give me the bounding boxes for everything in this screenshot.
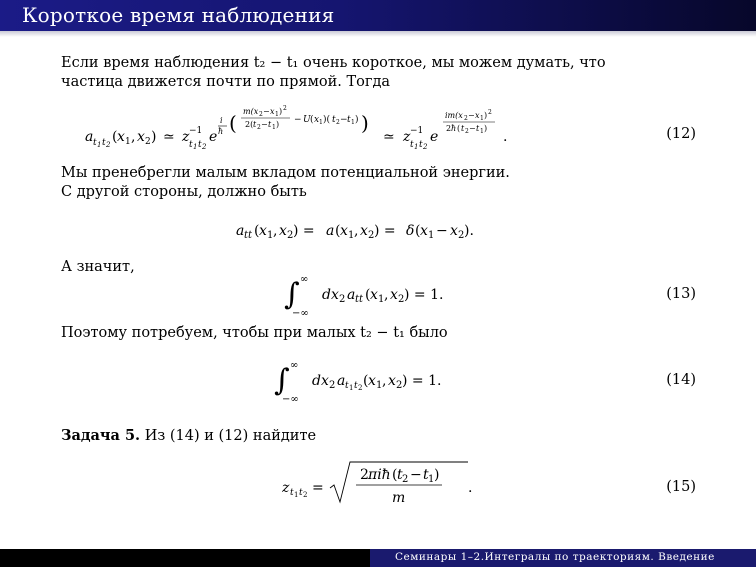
svg-text:t: t — [102, 138, 106, 148]
svg-text:2: 2 — [446, 124, 452, 133]
svg-text:1: 1 — [480, 115, 484, 122]
svg-text:1: 1 — [349, 384, 354, 392]
svg-text:x: x — [475, 111, 480, 120]
svg-text:U: U — [303, 115, 311, 125]
svg-text:2(: 2( — [245, 120, 254, 129]
svg-text:m(x: m(x — [243, 107, 259, 116]
svg-text:(: ( — [365, 287, 371, 303]
svg-text:(: ( — [363, 373, 369, 389]
svg-text:t: t — [198, 140, 202, 150]
svg-text:(: ( — [254, 223, 260, 239]
svg-text:1: 1 — [272, 124, 276, 131]
svg-text:2: 2 — [259, 111, 263, 118]
svg-text:(: ( — [392, 467, 398, 483]
svg-text:1: 1 — [319, 119, 323, 126]
svg-text:1: 1 — [275, 111, 279, 118]
svg-text:−: − — [469, 124, 476, 133]
task-5-label: Задача 5. — [61, 427, 141, 444]
svg-text:1: 1 — [351, 119, 355, 126]
svg-text:2: 2 — [465, 128, 469, 135]
svg-text:,: , — [354, 223, 359, 239]
svg-text:−: − — [410, 467, 422, 483]
svg-text:t: t — [423, 467, 429, 483]
paragraph-4: Поэтому потребуем, чтобы при малых t₂ − t₁ было — [61, 325, 448, 341]
svg-text:2: 2 — [339, 294, 346, 305]
svg-text:t: t — [461, 124, 465, 133]
svg-text:(: ( — [415, 223, 421, 239]
svg-text:) = 1.: ) = 1. — [404, 287, 444, 303]
svg-text:2: 2 — [360, 467, 369, 483]
paragraph-1-line-1: Если время наблюдения t₂ − t₁ очень короткое, мы можем думать, что — [61, 55, 606, 71]
svg-text:)(: )( — [323, 115, 331, 125]
svg-text:2: 2 — [257, 124, 261, 131]
svg-text:x: x — [368, 373, 376, 389]
svg-text:t: t — [419, 140, 423, 150]
svg-text:πiħ: πiħ — [368, 467, 391, 483]
svg-text:−: − — [294, 115, 302, 125]
task-5 — [61, 427, 316, 445]
svg-text:2: 2 — [488, 109, 492, 116]
slide-title-bar — [0, 0, 756, 31]
svg-text:): ) — [361, 111, 369, 135]
svg-text:t: t — [347, 115, 351, 125]
svg-text:im(x: im(x — [445, 111, 463, 120]
svg-text:): ) — [434, 467, 440, 483]
svg-text:): ) — [484, 111, 488, 120]
svg-text:2: 2 — [458, 230, 465, 241]
task-5-text: Из (14) и (12) найдите — [140, 428, 317, 444]
svg-text:ħ: ħ — [218, 127, 224, 136]
title-shadow — [0, 31, 756, 37]
svg-text:2: 2 — [287, 230, 294, 241]
svg-text:−: − — [468, 111, 475, 120]
svg-text:).: ). — [464, 223, 474, 239]
svg-text:2: 2 — [336, 119, 340, 126]
svg-text:(: ( — [310, 115, 314, 125]
svg-text:ħ: ħ — [451, 124, 457, 133]
svg-text:(: ( — [457, 124, 461, 133]
svg-text:t: t — [332, 115, 336, 125]
svg-text:t: t — [189, 140, 193, 150]
svg-text:≃: ≃ — [163, 129, 175, 145]
svg-text:2: 2 — [283, 105, 287, 112]
svg-text:,: , — [384, 287, 389, 303]
svg-text:,: , — [131, 129, 136, 145]
svg-text:≃: ≃ — [383, 129, 395, 145]
svg-text:1: 1 — [376, 380, 383, 391]
svg-text:x: x — [390, 287, 398, 303]
svg-text:2: 2 — [145, 137, 151, 147]
svg-text:t: t — [299, 488, 303, 498]
svg-text:2: 2 — [423, 143, 428, 151]
slide-title: Короткое время наблюдения — [22, 3, 335, 27]
svg-text:1: 1 — [97, 141, 102, 149]
svg-text:1: 1 — [378, 294, 385, 305]
equation-13-number: (13) — [666, 286, 696, 302]
svg-text:2: 2 — [303, 491, 308, 499]
svg-text:1: 1 — [414, 143, 419, 151]
svg-text:a: a — [236, 223, 245, 239]
svg-text:x: x — [370, 287, 378, 303]
paragraph-2-line-2: С другой стороны, должно быть — [61, 184, 307, 200]
svg-text:2: 2 — [464, 115, 468, 122]
equation-14 — [274, 356, 494, 406]
equation-12 — [85, 100, 645, 165]
svg-text:,: , — [382, 373, 387, 389]
svg-text:.: . — [468, 480, 473, 496]
svg-text:): ) — [151, 129, 157, 145]
paragraph-3: А значит, — [61, 259, 135, 275]
equation-delta — [236, 218, 536, 242]
svg-text:x: x — [360, 223, 368, 239]
svg-text:t: t — [93, 138, 97, 148]
svg-text:−: − — [263, 107, 270, 116]
paragraph-2-line-1: Мы пренебрегли малым вкладом потенциальной энергии. — [61, 165, 510, 181]
svg-text:∞: ∞ — [290, 360, 299, 371]
svg-text:a: a — [337, 373, 346, 389]
svg-text:2: 2 — [402, 474, 409, 485]
svg-text:x: x — [117, 129, 125, 145]
svg-text:tt: tt — [355, 294, 364, 305]
equation-14-number: (14) — [666, 372, 696, 388]
svg-text:i: i — [220, 116, 223, 125]
svg-text:1: 1 — [267, 230, 274, 241]
svg-text:t: t — [410, 140, 414, 150]
svg-text:t: t — [253, 120, 257, 129]
svg-text:): ) — [279, 107, 283, 116]
svg-text:) =: ) = — [293, 223, 315, 239]
svg-text:1: 1 — [428, 474, 435, 485]
svg-text:∞: ∞ — [300, 274, 309, 285]
equation-13 — [284, 270, 484, 320]
svg-text:−: − — [340, 115, 348, 125]
svg-text:(: ( — [335, 223, 341, 239]
svg-text:): ) — [276, 120, 280, 129]
svg-text:dx: dx — [312, 373, 329, 389]
svg-text:): ) — [484, 124, 488, 133]
svg-text:): ) — [355, 115, 359, 125]
svg-text:2: 2 — [106, 141, 111, 149]
svg-text:x: x — [137, 129, 145, 145]
svg-text:) =: ) = — [374, 223, 396, 239]
paragraph-1-line-2: частица движется почти по прямой. Тогда — [61, 74, 391, 90]
svg-text:dx: dx — [322, 287, 339, 303]
svg-text:x: x — [314, 115, 320, 125]
svg-text:a: a — [347, 287, 356, 303]
svg-text:−1: −1 — [410, 126, 424, 136]
svg-text:t: t — [290, 488, 294, 498]
footer-text: Семинары 1–2.Интегралы по траекториям. Введение — [395, 551, 715, 563]
svg-text:t: t — [397, 467, 403, 483]
svg-text:1: 1 — [428, 230, 435, 241]
svg-text:x: x — [340, 223, 348, 239]
svg-text:2: 2 — [329, 380, 336, 391]
equation-15-number: (15) — [666, 479, 696, 495]
svg-text:2: 2 — [368, 230, 375, 241]
svg-text:z: z — [182, 129, 190, 145]
svg-text:1: 1 — [348, 230, 355, 241]
svg-text:−: − — [261, 120, 268, 129]
svg-text:∫: ∫ — [274, 363, 290, 398]
svg-text:z: z — [282, 480, 290, 496]
svg-text:1: 1 — [294, 491, 299, 499]
svg-text:x: x — [450, 223, 458, 239]
svg-text:z: z — [403, 129, 411, 145]
svg-text:−1: −1 — [189, 126, 203, 136]
svg-text:2: 2 — [398, 294, 405, 305]
svg-text:x: x — [388, 373, 396, 389]
svg-text:2: 2 — [396, 380, 403, 391]
svg-text:(: ( — [229, 111, 237, 135]
svg-text:x: x — [270, 107, 275, 116]
svg-text:t: t — [268, 120, 272, 129]
svg-text:t: t — [345, 381, 349, 391]
svg-text:−: − — [436, 223, 448, 239]
svg-text:1: 1 — [480, 128, 484, 135]
equation-12-number: (12) — [666, 126, 696, 142]
svg-text:x: x — [279, 223, 287, 239]
svg-text:m: m — [392, 490, 406, 506]
svg-text:1: 1 — [125, 137, 131, 147]
svg-text:t: t — [476, 124, 480, 133]
svg-text:δ: δ — [406, 223, 415, 239]
svg-text:a: a — [326, 223, 335, 239]
svg-text:−∞: −∞ — [292, 308, 309, 319]
svg-text:.: . — [503, 129, 508, 145]
svg-text:(: ( — [112, 129, 118, 145]
svg-text:tt: tt — [244, 230, 253, 241]
svg-text:t: t — [354, 381, 358, 391]
svg-text:2: 2 — [358, 384, 363, 392]
svg-text:e: e — [430, 129, 439, 145]
svg-text:∫: ∫ — [284, 277, 300, 312]
svg-text:) = 1.: ) = 1. — [402, 373, 442, 389]
svg-text:e: e — [209, 129, 218, 145]
svg-text:−∞: −∞ — [282, 394, 299, 405]
svg-text:2: 2 — [202, 143, 207, 151]
svg-text:1: 1 — [193, 143, 198, 151]
footer-bar — [0, 549, 756, 567]
svg-text:x: x — [259, 223, 267, 239]
equation-15 — [282, 458, 482, 510]
svg-text:,: , — [273, 223, 278, 239]
svg-text:a: a — [85, 129, 94, 145]
svg-text:=: = — [312, 480, 324, 496]
svg-text:x: x — [420, 223, 428, 239]
